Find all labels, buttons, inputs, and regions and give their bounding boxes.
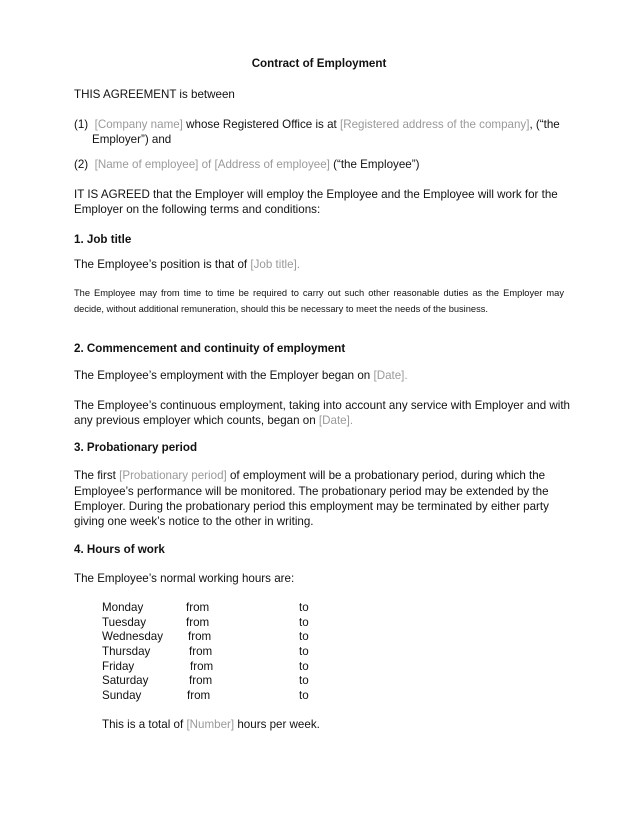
employee-name-placeholder: [Name of employee] bbox=[94, 158, 199, 171]
continuity-date-placeholder: [Date]. bbox=[318, 414, 354, 427]
party-2-line bbox=[74, 158, 419, 172]
intro-line: THIS AGREEMENT is between bbox=[74, 88, 235, 101]
from-label: from bbox=[186, 601, 210, 614]
job-title-text: The Employee’s position is that of bbox=[74, 258, 248, 271]
party-2-number: (2) bbox=[74, 158, 89, 171]
probation-text-a: The first bbox=[74, 469, 116, 482]
commencement-text: The Employee’s employment with the Employer began on bbox=[74, 369, 371, 382]
to-label: to bbox=[299, 601, 309, 614]
from-label: from bbox=[187, 689, 211, 702]
party-1-line-2: Employer”) and bbox=[92, 133, 172, 146]
from-label: from bbox=[189, 674, 213, 687]
day-monday: Monday bbox=[102, 601, 144, 614]
day-thursday: Thursday bbox=[102, 645, 151, 658]
duties-paragraph: The Employee may from time to time be required to carry out such other reasonable duties as the Employer may decide, without additional remuneration, should this be necessary to meet the needs of the business. bbox=[74, 288, 564, 314]
probation-line-3: Employer. During the probationary period this employment may be terminated by either party bbox=[74, 500, 549, 513]
commencement-line bbox=[74, 369, 408, 383]
company-name-placeholder: [Company name] bbox=[94, 118, 183, 131]
day-sunday: Sunday bbox=[102, 689, 142, 702]
section-2-heading: 2. Commencement and continuity of employment bbox=[74, 342, 346, 355]
to-label: to bbox=[299, 645, 309, 658]
party-1-text-a: whose Registered Office is at bbox=[186, 118, 337, 131]
from-label: from bbox=[188, 630, 212, 643]
to-label: to bbox=[299, 630, 309, 643]
section-4-heading: 4. Hours of work bbox=[74, 543, 165, 556]
hours-intro: The Employee’s normal working hours are: bbox=[74, 572, 295, 585]
employee-address-placeholder: [Address of employee] bbox=[214, 158, 330, 171]
to-label: to bbox=[299, 616, 309, 629]
hours-total-text-a: This is a total of bbox=[102, 718, 184, 731]
job-title-placeholder: [Job title]. bbox=[250, 258, 301, 271]
to-label: to bbox=[299, 660, 309, 673]
agreed-line-1: IT IS AGREED that the Employer will employ the Employee and the Employee will work for the bbox=[74, 188, 558, 201]
job-title-line bbox=[74, 258, 300, 272]
section-3-heading: 3. Probationary period bbox=[74, 441, 198, 454]
continuity-text: any previous employer which counts, began on bbox=[74, 414, 316, 427]
document-title: Contract of Employment bbox=[251, 57, 387, 70]
hours-total-text-b: hours per week. bbox=[237, 718, 320, 731]
party-1-line-1 bbox=[74, 118, 560, 132]
probation-line-4: giving one week’s notice to the other in writing. bbox=[74, 515, 314, 528]
section-1-heading: 1. Job title bbox=[74, 233, 132, 246]
from-label: from bbox=[189, 645, 213, 658]
continuity-line-1: The Employee’s continuous employment, taking into account any service with Employer and with bbox=[74, 399, 570, 412]
hours-total-line bbox=[102, 718, 320, 732]
of-word: of bbox=[201, 158, 212, 171]
hours-number-placeholder: [Number] bbox=[186, 718, 235, 731]
continuity-line-2 bbox=[74, 414, 353, 428]
probation-line-1 bbox=[74, 469, 545, 483]
day-friday: Friday bbox=[102, 660, 135, 673]
party-2-text: (“the Employee”) bbox=[333, 158, 420, 171]
registered-address-placeholder: [Registered address of the company] bbox=[339, 118, 530, 131]
day-tuesday: Tuesday bbox=[102, 616, 147, 629]
to-label: to bbox=[299, 689, 309, 702]
probation-line-2: Employee’s performance will be monitored. The probationary period may be extended by the bbox=[74, 485, 549, 498]
party-1-number: (1) bbox=[74, 118, 89, 131]
day-wednesday: Wednesday bbox=[102, 630, 164, 643]
to-label: to bbox=[299, 674, 309, 687]
from-label: from bbox=[190, 660, 214, 673]
day-saturday: Saturday bbox=[102, 674, 149, 687]
party-1-text-b: , (“the bbox=[529, 118, 560, 131]
commencement-date-placeholder: [Date]. bbox=[373, 369, 408, 382]
probation-text-b: of employment will be a probationary period, during which the bbox=[229, 469, 546, 482]
probationary-period-placeholder: [Probationary period] bbox=[119, 469, 227, 482]
from-label: from bbox=[186, 616, 210, 629]
agreed-line-2: Employer on the following terms and conditions: bbox=[74, 203, 321, 216]
